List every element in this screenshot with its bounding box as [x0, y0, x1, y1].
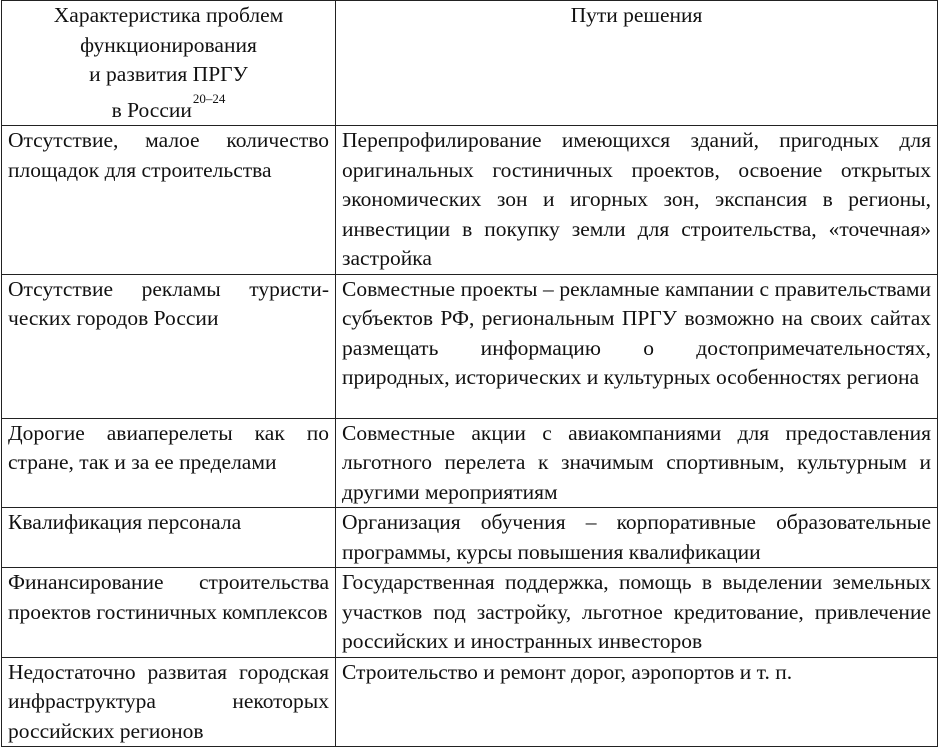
header-problem-line: и развития ПРГУ [89, 62, 248, 86]
header-problem-line: Характеристика проблем [53, 3, 284, 27]
problem-cell: Отсутствие рекламы туристических городов России [2, 274, 336, 418]
solution-cell: Государственная поддержка, помощь в выделении земельных участков под застройку, льготное кредитование, привлечение российских и иностранных инвесторов [336, 568, 938, 658]
table-row [2, 274, 938, 418]
table-row [2, 418, 938, 508]
table-header-row [2, 1, 938, 126]
header-problem-line [8, 90, 329, 126]
table-row [2, 568, 938, 658]
problem-cell: Отсутствие, малое количество площадок для строительства [2, 126, 336, 275]
problem-cell: Квалификация персонала [2, 508, 336, 568]
header-problem-line-text: в России [111, 97, 192, 122]
solution-cell: Строительство и ремонт дорог, аэропортов и т. п. [336, 657, 938, 747]
problem-cell: Недостаточно развитая городская инфраструктура некоторых российских регионов [2, 657, 336, 747]
table-row [2, 657, 938, 747]
solution-cell: Перепрофилирование имеющихся зданий, пригодных для оригинальных гостиничных проектов, освоение открытых экономических зон и игорных зон, экспансия в регионы, инвестиции в покупку земли для строительства, «точечная» застройка [336, 126, 938, 275]
header-superscript: 20–24 [192, 90, 226, 106]
problem-cell: Финансирование строительства проектов гостиничных комплексов [2, 568, 336, 658]
header-problem-line: функционирования [80, 32, 257, 57]
problem-cell: Дорогие авиаперелеты как по стране, так и за ее пределами [2, 418, 336, 508]
solution-cell: Совместные проекты – рекламные кампании с правительствами субъектов РФ, региональным ПРГУ возможно на своих сайтах размещать информацию о достопримечательностях, природных, исторических и культурных особенностях региона [336, 274, 938, 418]
header-problem-cell [2, 1, 336, 126]
header-solution-cell: Пути решения [336, 1, 938, 126]
solution-cell: Организация обучения – корпоративные образовательные программы, курсы повышения квалификации [336, 508, 938, 568]
table-row [2, 508, 938, 568]
table-row [2, 126, 938, 275]
solution-cell: Совместные акции с авиакомпаниями для предоставления льготного перелета к значимым спортивным, культурным и другими мероприятиям [336, 418, 938, 508]
problems-solutions-table [1, 0, 938, 747]
